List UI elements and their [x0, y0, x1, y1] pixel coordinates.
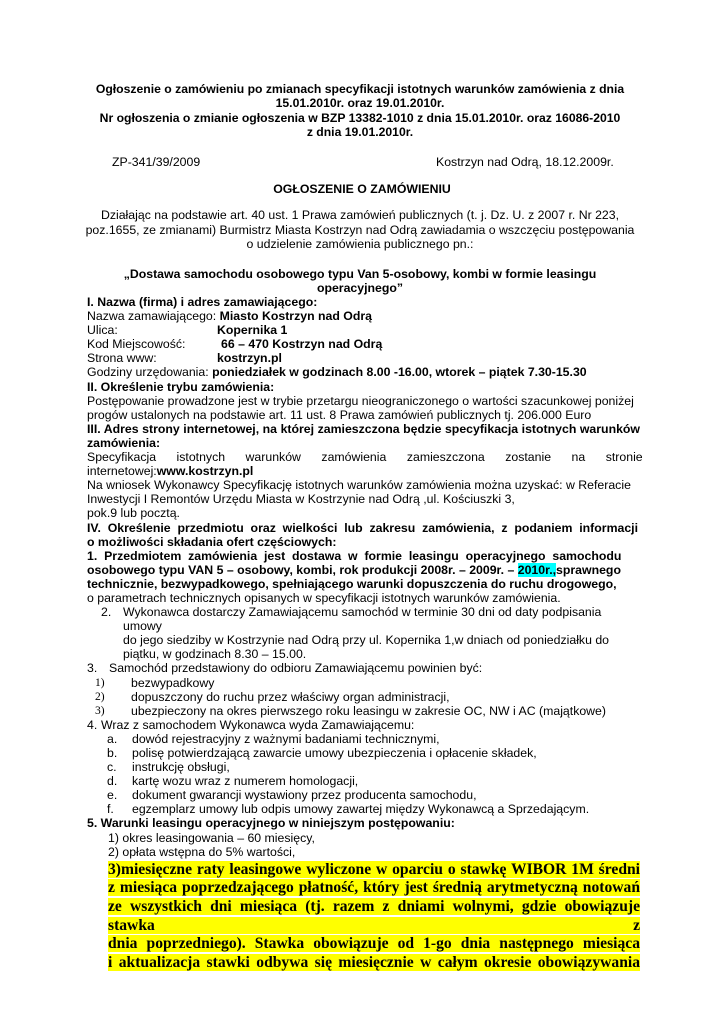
highlighted-line: z miesiąca poprzedzającego płatność, który jest średnią arytmetyczną notowań — [108, 879, 640, 897]
list-text: kartę wozu wraz z numerem homologacji, — [132, 774, 359, 789]
section-4-point-1: technicznie, bezwypadkowego, spełniającego warunki dopuszczenia do ruchu drogowego, — [87, 576, 617, 591]
field-value: kostrzyn.pl — [217, 351, 282, 366]
monthly-installments-item — [87, 861, 640, 973]
postal-row — [87, 337, 640, 351]
point-2-line: do jego siedziby w Kostrzynie nad Odrą przy ul. Kopernika 1,w dniach od poniedziałku do — [123, 633, 610, 648]
list-marker: e. — [107, 788, 118, 803]
contracting-authority-row — [87, 309, 640, 323]
list-marker: 2) — [95, 690, 105, 703]
list-marker: 3) — [95, 704, 105, 717]
list-text: bezwypadkowy — [131, 675, 215, 690]
section-2-line: Postępowanie prowadzone jest w trybie przetargu nieograniczonego o wartości szacunkowej poniżej — [87, 393, 634, 408]
list-text: polisę potwierdzającą zawarcie umowy ubezpieczenia i opłacenie składek, — [132, 746, 537, 760]
list-text: dopuszczony do ruchu przez właściwy organ administracji, — [131, 689, 450, 704]
place-date: Kostrzyn nad Odrą, 18.12.2009r. — [436, 155, 614, 169]
header-line: z dnia 19.01.2010r. — [306, 125, 414, 140]
list-item — [87, 690, 640, 704]
down-payment-item: 2) opłata wstępna do 5% wartości, — [108, 844, 296, 859]
highlighted-line: 3)miesięczne raty leasingowe wyliczone w oparciu o stawkę WIBOR 1M średni — [108, 860, 640, 878]
point-3-list — [87, 676, 640, 718]
list-text: dowód rejestracyjny z ważnymi badaniami technicznymi, — [132, 731, 440, 746]
section-4-point-2 — [87, 605, 640, 661]
list-item — [87, 802, 640, 816]
section-3-text: internetowej: — [87, 464, 157, 479]
section-4-point-3 — [87, 661, 640, 675]
field-label: Ulica: — [87, 323, 118, 338]
field-value: poniedziałek w godzinach 8.00 -16.00, wtorek – piątek 7.30-15.30 — [212, 365, 587, 380]
header-line: Nr ogłoszenia o zmianie ogłoszenia w BZP 13382-1010 z dnia 15.01.2010r. oraz 16086-2010 — [99, 110, 621, 125]
installments-line — [108, 861, 640, 880]
field-label: Kod Miejscowość: — [87, 337, 186, 352]
list-item — [87, 746, 640, 760]
list-marker: 1) — [95, 676, 105, 689]
header-line: Ogłoszenie o zamówieniu po zmianach specyfikacji istotnych warunków zamówienia z dnia — [95, 82, 625, 96]
list-marker: f. — [107, 802, 114, 817]
list-marker: 3. — [87, 661, 98, 676]
list-text: instrukcję obsługi, — [132, 760, 230, 775]
intro-line: Działając na podstawie art. 40 ust. 1 Prawa zamówień publicznych (t. j. Dz. U. z 2007 r. Nr 223, — [100, 208, 620, 222]
list-text: egzemplarz umowy lub odpis umowy zawartej między Wykonawcą a Sprzedającym. — [132, 802, 590, 817]
section-4-point-4 — [87, 718, 640, 732]
section-4-point-1: 1. Przedmiotem zamówienia jest dostawa w formie leasingu operacyjnego samochodu — [87, 548, 622, 563]
list-text — [123, 605, 640, 661]
section-3-heading: III. Adres strony internetowej, na której zamieszczona będzie specyfikacja istotnych warunków — [87, 421, 640, 436]
section-4-heading: IV. Określenie przedmiotu oraz wielkości lub zakresu zamówienia, z podaniem informacji — [87, 520, 639, 535]
section-3-line: Specyfikacja istotnych warunków zamówienia zamieszczona zostanie na stronie — [87, 450, 643, 465]
list-item — [87, 704, 640, 718]
field-value: Kopernika 1 — [217, 323, 288, 338]
section-2-heading: II. Określenie trybu zamówienia: — [87, 379, 275, 394]
field-label: Strona www: — [87, 351, 157, 366]
list-text: Wraz z samochodem Wykonawca wyda Zamawiającemu: — [101, 717, 415, 732]
document-body — [87, 295, 643, 972]
field-value: 66 – 470 Kostrzyn nad Odrą — [221, 337, 383, 352]
office-hours-row — [87, 365, 640, 379]
section-4-point-1 — [87, 563, 640, 577]
header-line: 15.01.2010r. oraz 19.01.2010r. — [275, 96, 445, 111]
list-marker: a. — [107, 731, 118, 746]
list-marker: 2. — [101, 605, 112, 620]
section-2-line: progów ustalonych na podstawie art. 11 ust. 8 Prawa zamówień publicznych tj. 206.000 Euro — [87, 407, 592, 422]
list-item — [87, 732, 640, 746]
section-4-heading: o możliwości składania ofert częściowych: — [87, 534, 337, 549]
section-3-line: Na wniosek Wykonawcy Specyfikację istotnych warunków zamówienia można uzyskać: w Referacie — [87, 478, 631, 493]
reference-number: ZP-341/39/2009 — [112, 155, 201, 169]
list-marker: c. — [107, 760, 117, 775]
list-marker: 4. — [87, 717, 98, 732]
list-marker: b. — [107, 746, 118, 760]
highlighted-line: ze wszystkich dni miesiąca (tj. razem z dniami wolnymi, gdzie obowiązuje stawka z — [108, 897, 640, 934]
list-item — [87, 788, 640, 802]
installments-line — [108, 898, 640, 935]
highlighted-year: 2010r., — [517, 562, 557, 577]
website-link[interactable]: www.kostrzyn.pl — [156, 464, 254, 479]
section-3-heading: zamówienia: — [87, 435, 161, 450]
street-row — [87, 323, 640, 337]
point-2-line: Wykonawca dostarczy Zamawiającemu samochód w terminie 30 dni od daty podpisania umowy — [123, 605, 602, 634]
point-2-line: piątku, w godzinach 8.30 – 15.00. — [123, 647, 307, 662]
list-text: ubezpieczony na okres pierwszego roku leasingu w zakresie OC, NW i AC (majątkowe) — [131, 703, 606, 718]
field-value: Miasto Kostrzyn nad Odrą — [219, 309, 372, 324]
point-4-list — [87, 732, 640, 817]
section-4-point-1: o parametrach technicznych opisanych w specyfikacji istotnych warunków zamówienia. — [87, 590, 561, 605]
installments-line — [108, 954, 640, 973]
point-1-text: sprawnego — [556, 562, 621, 577]
www-row — [87, 351, 640, 365]
highlighted-line: i aktualizacja stawki odbywa się miesięcznie w całym okresie obowiązywania — [108, 953, 640, 971]
section-1-heading: I. Nazwa (firma) i adres zamawiającego: — [87, 295, 318, 309]
section-3-line: pok.9 lub pocztą. — [87, 506, 180, 521]
list-item — [87, 760, 640, 774]
section-5-heading: 5. Warunki leasingu operacyjnego w niniejszym postępowaniu: — [87, 816, 455, 831]
intro-line: o udzielenie zamówienia publicznego pn.: — [246, 237, 474, 252]
intro-paragraph — [80, 208, 640, 252]
list-marker: d. — [107, 774, 118, 789]
procurement-subject: „Dostawa samochodu osobowego typu Van 5-osobowy, kombi w formie leasingu operacyjnego” — [123, 267, 597, 295]
installments-line — [108, 935, 640, 954]
intro-line: poz.1655, ze zmianami) Burmistrz Miasta Kostrzyn nad Odrą zawiadamia o wszczęciu postępowania — [85, 222, 635, 237]
list-text: dokument gwarancji wystawiony przez producenta samochodu, — [132, 788, 477, 803]
list-item — [87, 774, 640, 788]
point-1-text: osobowego typu VAN 5 – osobowy, kombi, rok produkcji 2008r. – 2009r. – — [87, 562, 518, 577]
field-label: Nazwa zamawiającego: — [87, 309, 220, 324]
lease-term-item: 1) okres leasingowania – 60 miesięcy, — [108, 830, 315, 845]
highlighted-line: dnia poprzedniego). Stawka obowiązuje od 1-go dnia następnego miesiąca — [108, 935, 640, 953]
page-title: OGŁOSZENIE O ZAMÓWIENIU — [273, 182, 451, 196]
amendment-header — [80, 82, 640, 140]
section-3-line: Inwestycji I Remontów Urzędu Miasta w Kostrzynie nad Odrą ,ul. Kościuszki 3, — [87, 492, 515, 507]
list-text: Samochód przedstawiony do odbioru Zamawiającemu powinien być: — [109, 661, 483, 676]
list-item — [87, 676, 640, 690]
section-3-line — [87, 464, 640, 478]
installments-line — [108, 879, 640, 898]
field-label: Godziny urzędowania: — [87, 365, 213, 380]
